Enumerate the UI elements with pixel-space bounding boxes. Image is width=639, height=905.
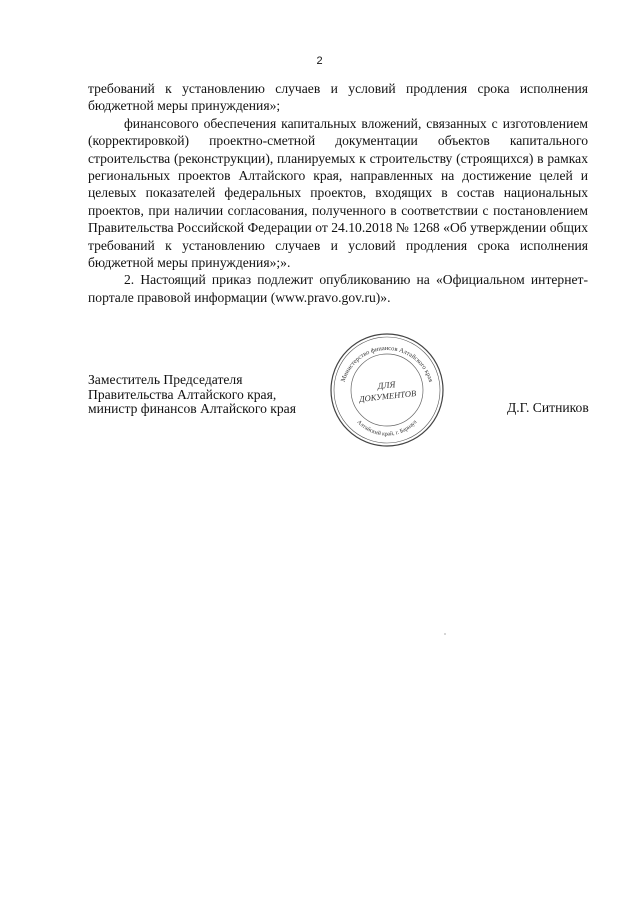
paragraph-continuation: требований к установлению случаев и условий продления срока исполнения бюджетной меры принуждения»;: [88, 81, 588, 114]
signer-title-line-2: Правительства Алтайского края,: [88, 386, 277, 402]
document-body: [88, 80, 588, 306]
signer-title-line-3: министр финансов Алтайского края: [88, 401, 296, 417]
paragraph-financing: финансового обеспечения капитальных вложений, связанных с изготовлением (корректировкой) проектно-сметной документации объектов капитального строительства (реконструкции), планируемых к строительству (строящихся) в рамках региональных проектов Алтайского края, направленных на достижение целей и целевых показателей федеральных проектов, входящих в состав национальных проектов, при наличии согласования, полученного в соответствии с постановлением Правительства Российской Федерации от 24.10.2018 № 1268 «Об утверждении общих требований к установлению случаев и условий продления срока исполнения бюджетной меры принуждения»;».: [88, 115, 588, 271]
seal-ring-text: Министерство финансов Алтайского края: [339, 344, 435, 383]
seal-center-line-1: ДЛЯ: [377, 379, 396, 391]
signature-block: [88, 373, 296, 417]
seal-inner-ring: [334, 337, 440, 443]
signer-name: Д.Г. Ситников: [507, 400, 589, 415]
signer-title-line-1: Заместитель Председателя: [88, 372, 243, 387]
paragraph-publication: 2. Настоящий приказ подлежит опубликованию на «Официальном интернет-портале правовой информации (www.pravo.gov.ru)».: [88, 272, 588, 305]
seal-center-line-2: ДОКУМЕНТОВ: [358, 388, 417, 404]
scan-speck: [444, 633, 446, 635]
seal-bottom-text: Алтайский край, г. Барнаул: [355, 419, 419, 438]
official-seal: [327, 330, 447, 450]
page-number: 2: [316, 55, 323, 67]
